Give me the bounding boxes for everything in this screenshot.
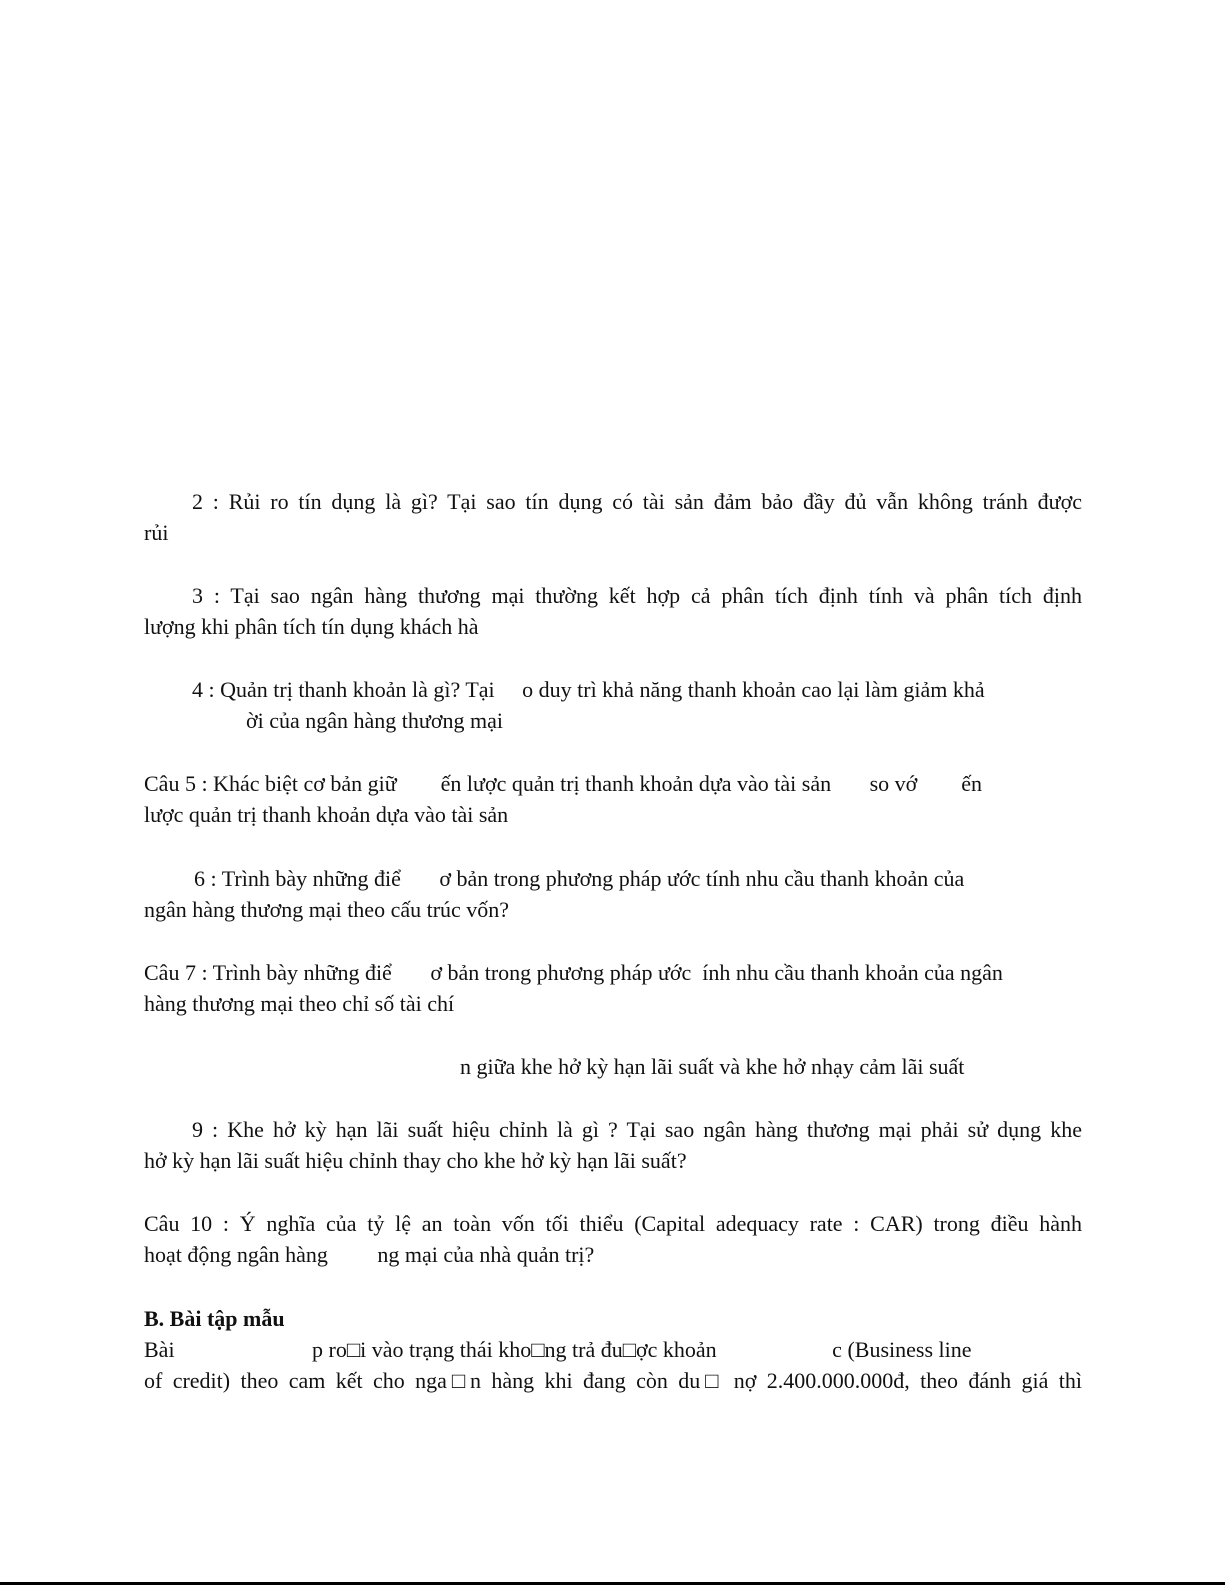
question-4-line-2: ời của ngân hàng thương mại — [246, 708, 503, 733]
question-8-line-1: n giữa khe hở kỳ hạn lãi suất và khe hở nhạy cảm lãi suất — [460, 1054, 965, 1079]
question-10-line-1: Câu 10 : Ý nghĩa của tỷ lệ an toàn vốn tối thiểu (Capital adequacy rate : CAR) trong điều hành — [144, 1211, 1082, 1236]
question-10-line-2: hoạt động ngân hàng ng mại của nhà quản trị? — [144, 1242, 595, 1267]
question-7-line-2: hàng thương mại theo chỉ số tài chí — [144, 991, 455, 1016]
exercise-line-1: Bài p ro□i vào trạng thái kho□ng trả đu□ợc khoản c (Business line — [144, 1337, 972, 1362]
question-7-line-1: Câu 7 : Trình bày những điể ơ bản trong phương pháp ước ính nhu cầu thanh khoản của ngân — [144, 960, 1003, 985]
question-4-line-1: 4 : Quản trị thanh khoản là gì? Tại o duy trì khả năng thanh khoản cao lại làm giảm khả — [192, 677, 985, 702]
question-2-line-2: rủi — [144, 520, 169, 545]
question-9-line-2: hở kỳ hạn lãi suất hiệu chỉnh thay cho khe hở kỳ hạn lãi suất? — [144, 1148, 687, 1173]
question-3-line-2: lượng khi phân tích tín dụng khách hà — [144, 614, 479, 639]
question-6-line-1: 6 : Trình bày những điể ơ bản trong phương pháp ước tính nhu cầu thanh khoản của — [194, 866, 965, 891]
question-6-line-2: ngân hàng thương mại theo cấu trúc vốn? — [144, 897, 510, 922]
exercise-line-2: of credit) theo cam kết cho nga□n hàng khi đang còn du□ nợ 2.400.000.000đ, theo đánh giá thì — [144, 1368, 1082, 1393]
question-5-line-1: Câu 5 : Khác biệt cơ bản giữ ến lược quản trị thanh khoản dựa vào tài sản so vớ ến — [144, 771, 983, 796]
question-5-line-2: lược quản trị thanh khoản dựa vào tài sản — [144, 802, 509, 827]
question-2-line-1: 2 : Rủi ro tín dụng là gì? Tại sao tín dụng có tài sản đảm bảo đầy đủ vẫn không tránh được — [192, 489, 1082, 514]
question-3-line-1: 3 : Tại sao ngân hàng thương mại thường kết hợp cả phân tích định tính và phân tích định — [192, 583, 1082, 608]
section-heading: B. Bài tập mẫu — [144, 1306, 285, 1331]
question-9-line-1: 9 : Khe hở kỳ hạn lãi suất hiệu chỉnh là gì ? Tại sao ngân hàng thương mại phải sử dụng khe — [192, 1117, 1082, 1142]
